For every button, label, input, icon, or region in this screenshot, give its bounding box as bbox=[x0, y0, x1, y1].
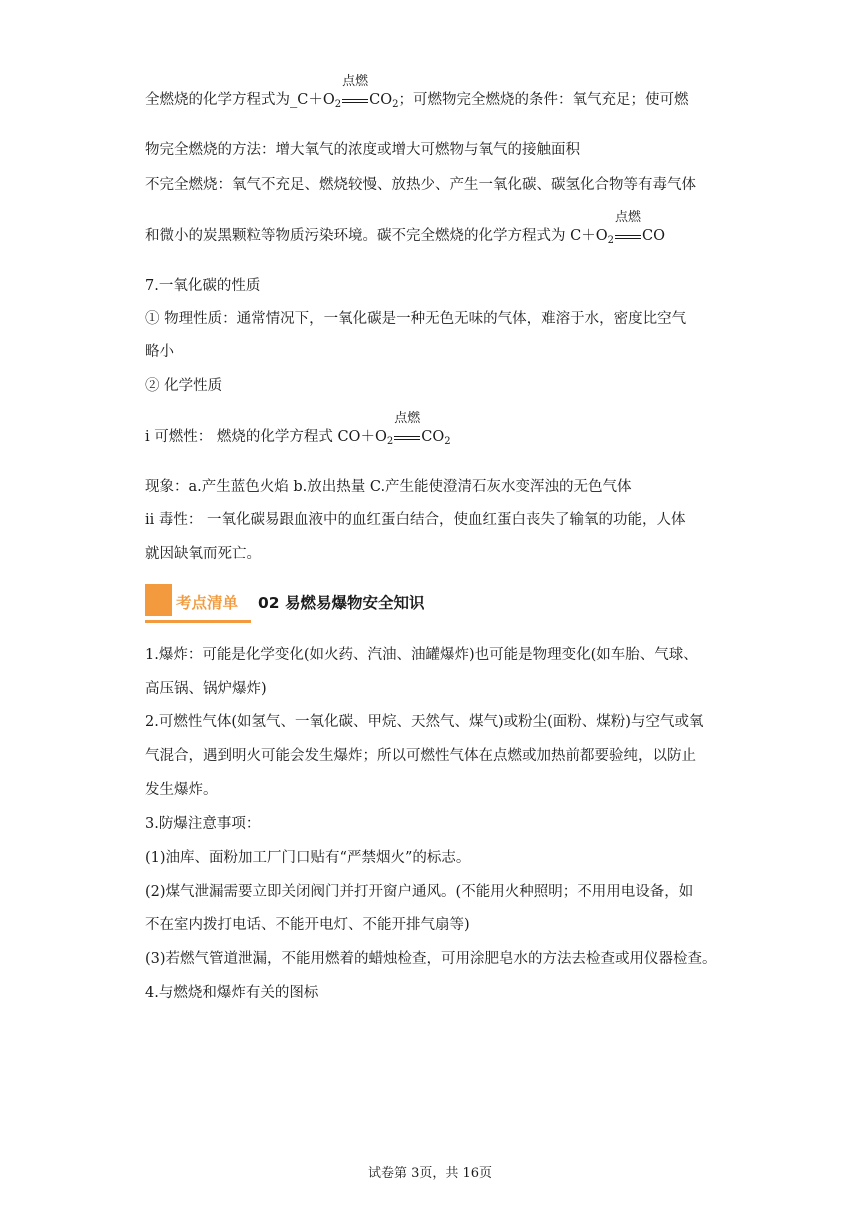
section-heading: 7.一氧化碳的性质 bbox=[145, 278, 261, 294]
subscript: 2 bbox=[392, 99, 399, 110]
subscript: 2 bbox=[334, 99, 342, 110]
text-line: ① 物理性质：通常情况下，一氧化碳是一种无色无味的气体，难溶于水，密度比空气 bbox=[145, 311, 687, 327]
reaction-condition: 点燃 bbox=[614, 210, 641, 225]
text-line: (2)煤气泄漏需要立即关闭阀门并打开窗户通风。(不能用火种照明；不用用电设备，如 bbox=[145, 884, 694, 900]
page-footer: 试卷第 3页，共 16页 bbox=[367, 1166, 493, 1181]
text-segment: CO bbox=[421, 429, 445, 445]
text-line bbox=[145, 411, 451, 447]
reaction-condition: 点燃 bbox=[394, 411, 421, 426]
text-line: ② 化学性质 bbox=[145, 378, 223, 394]
section-title: 02 易燃易爆物安全知识 bbox=[258, 594, 425, 612]
text-line: 3.防爆注意事项： bbox=[145, 816, 261, 832]
text-line: 略小 bbox=[145, 344, 174, 360]
subscript: 2 bbox=[607, 235, 614, 246]
text-line: ii 毒性： 一氧化碳易跟血液中的血红蛋白结合，使血红蛋白丧失了输氧的功能，人体 bbox=[145, 512, 686, 528]
text-line: (1)油库、面粉加工厂门口贴有“严禁烟火”的标志。 bbox=[145, 850, 471, 866]
reaction-condition: 点燃 bbox=[342, 74, 369, 89]
section-tag: 考点清单 bbox=[176, 594, 239, 612]
section-header bbox=[145, 584, 445, 624]
text-line: (3)若燃气管道泄漏，不能用燃着的蜡烛检查，可用涂肥皂水的方法去检查或用仪器检查。 bbox=[145, 951, 717, 967]
text-line: 4.与燃烧和爆炸有关的图标 bbox=[145, 985, 319, 1001]
text-segment: i 可燃性： 燃烧的化学方程式 CO＋O bbox=[145, 429, 387, 445]
text-line: 发生爆炸。 bbox=[145, 782, 218, 798]
section-marker-underline bbox=[145, 620, 251, 623]
reaction-condition-arrow bbox=[341, 74, 369, 110]
reaction-condition-arrow bbox=[614, 210, 642, 246]
text-segment: CO bbox=[369, 92, 393, 108]
text-segment: CO bbox=[641, 228, 665, 244]
reaction-condition-arrow bbox=[393, 411, 421, 447]
text-line: 高压锅、锅炉爆炸) bbox=[145, 681, 267, 697]
text-line: 2.可燃性气体(如氢气、一氧化碳、甲烷、天然气、煤气)或粉尘(面粉、煤粉)与空气或氧 bbox=[145, 714, 704, 730]
text-line: 现象：a.产生蓝色火焰 b.放出热量 C.产生能使澄清石灰水变浑浊的无色气体 bbox=[145, 479, 632, 495]
section-marker-block bbox=[145, 584, 172, 616]
text-line: 气混合，遇到明火可能会发生爆炸；所以可燃性气体在点燃或加热前都要验纯，以防止 bbox=[145, 748, 696, 764]
text-line bbox=[145, 74, 689, 110]
text-line: 1.爆炸：可能是化学变化(如火药、汽油、油罐爆炸)也可能是物理变化(如车胎、气球、 bbox=[145, 647, 698, 663]
text-line: 物完全燃烧的方法：增大氧气的浓度或增大可燃物与氧气的接触面积 bbox=[145, 142, 580, 158]
subscript: 2 bbox=[386, 436, 394, 447]
subscript: 2 bbox=[444, 436, 451, 447]
text-segment: ；可燃物完全燃烧的条件：氧气充足；使可燃 bbox=[398, 92, 689, 108]
text-line: 不在室内拨打电话、不能开电灯、不能开排气扇等) bbox=[145, 917, 470, 933]
text-line: 不完全燃烧：氧气不充足、燃烧较慢、放热少、产生一氧化碳、碳氢化合物等有毒气体 bbox=[145, 177, 696, 193]
text-segment: 和微小的炭黑颗粒等物质污染环境。碳不完全燃烧的化学方程式为 C＋O bbox=[145, 228, 608, 244]
text-segment: 全燃烧的化学方程式为_C＋O bbox=[145, 92, 335, 108]
text-line: 就因缺氧而死亡。 bbox=[145, 546, 261, 562]
text-line bbox=[145, 210, 665, 246]
